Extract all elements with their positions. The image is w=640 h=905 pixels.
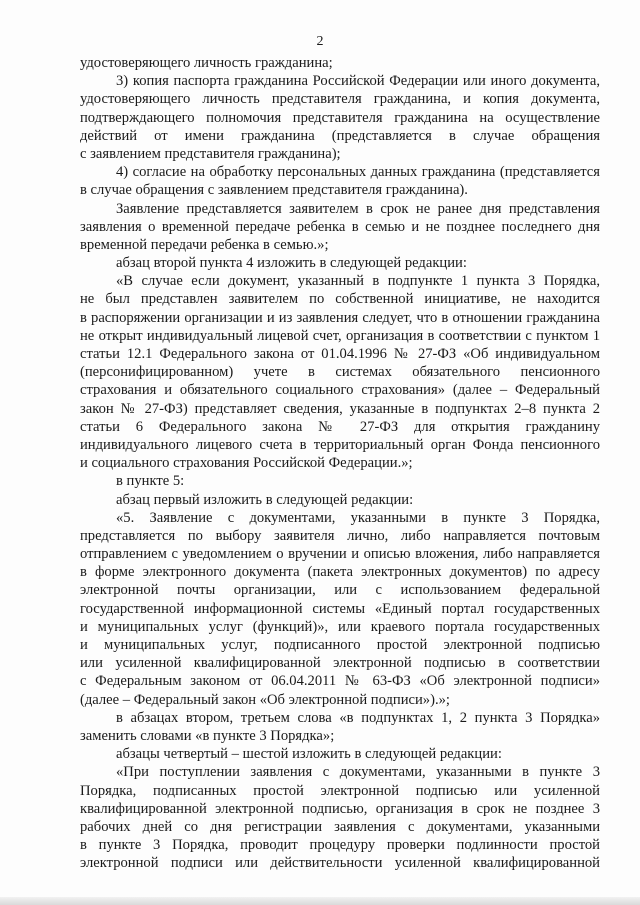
text-line: подтверждающего полномочия представителя гражданина на осуществление bbox=[80, 109, 600, 126]
text-line: с заявлением представителя гражданина); bbox=[80, 145, 341, 162]
text-line: в распоряжении организации и из заявления следует, что в отношении гражданина bbox=[80, 309, 600, 326]
text-line: действий от имени гражданина (представляется в случае обращения bbox=[80, 127, 600, 144]
text-line: государственной информационной системы «Единый портал государственных bbox=[80, 600, 600, 617]
text-line: Заявление представляется заявителем в срок не ранее дня представления bbox=[116, 200, 600, 217]
text-line: абзац первый изложить в следующей редакции: bbox=[116, 491, 414, 508]
text-line: и муниципальных услуг (функций)», или краевого портала государственных bbox=[80, 618, 600, 635]
text-line: в форме электронного документа (пакета электронных документов) по адресу bbox=[80, 564, 600, 581]
text-line: Порядка, подписанных простой электронной подписью или усиленной bbox=[80, 782, 600, 799]
scan-bottom-edge bbox=[0, 897, 640, 905]
text-line: и муниципальных услуг, подписанного простой электронной подписью bbox=[80, 637, 600, 653]
text-line: электронной подписи или действительности усиленной квалифицированной bbox=[80, 855, 600, 872]
document-body bbox=[80, 54, 600, 872]
text-line: временной передачи ребенка в семью.»; bbox=[80, 236, 329, 253]
text-line: представляется по выбору заявителя лично, либо направляется почтовым bbox=[80, 527, 600, 544]
text-line: и социального страхования Российской Федерации.»; bbox=[80, 455, 413, 472]
text-line: (далее – Федеральный закон «Об электронной подписи»).»; bbox=[80, 691, 450, 708]
text-line: удостоверяющего личность гражданина; bbox=[80, 55, 333, 71]
text-line: абзац второй пункта 4 изложить в следующей редакции: bbox=[116, 255, 467, 272]
text-line: с Федеральным законом от 06.04.2011 № 63-ФЗ «Об электронной подписи» bbox=[80, 673, 600, 690]
text-line: статьи 12.1 Федерального закона от 01.04.1996 № 27-ФЗ «Об индивидуальном bbox=[80, 346, 600, 362]
text-line: страхования и обязательного социального страхования» (далее – Федеральный bbox=[80, 382, 600, 399]
text-line: в пункте 5: bbox=[116, 473, 185, 490]
text-line: в случае обращения с заявлением представителя гражданина). bbox=[80, 182, 468, 199]
text-line: электронной почты организации, или с использованием федеральной bbox=[80, 582, 600, 599]
text-line: 3) копия паспорта гражданина Российской Федерации или иного документа, bbox=[116, 73, 600, 90]
text-line: абзацы четвертый – шестой изложить в следующей редакции: bbox=[116, 746, 502, 763]
text-line: квалифицированной электронной подписью, организация в срок не позднее 3 bbox=[80, 800, 600, 817]
text-line: «5. Заявление с документами, указанными в пункте 3 Порядка, bbox=[116, 509, 600, 526]
text-line: закон № 27-ФЗ) представляет сведения, указанные в подпунктах 2–8 пункта 2 bbox=[80, 400, 600, 417]
text-line: заменить словами «в пункте 3 Порядка»; bbox=[80, 727, 335, 744]
text-line: в абзацах втором, третьем слова «в подпунктах 1, 2 пункта 3 Порядка» bbox=[116, 709, 600, 726]
text-line: отправлением с уведомлением о вручении и описью вложения, либо направляется bbox=[80, 546, 600, 563]
text-line: 4) согласие на обработку персональных данных гражданина (представляется bbox=[116, 164, 600, 181]
text-line: «При поступлении заявления с документами, указанными в пункте 3 bbox=[116, 764, 600, 781]
text-line: «В случае если документ, указанный в подпункте 1 пункта 3 Порядка, bbox=[116, 273, 600, 290]
text-line: не был представлен заявителем по собственной инициативе, не находится bbox=[80, 291, 600, 308]
text-line: (персонифицированном) учете в системах обязательного пенсионного bbox=[80, 364, 600, 381]
text-line: индивидуального лицевого счета в территориальный орган Фонда пенсионного bbox=[80, 436, 600, 453]
text-line: удостоверяющего личность представителя гражданина, и копия документа, bbox=[80, 91, 600, 108]
page-number: 2 bbox=[316, 34, 324, 49]
text-line: заявления о временной передаче ребенка в семью и не позднее последнего дня bbox=[80, 218, 600, 235]
text-line: статьи 6 Федерального закона № 27-ФЗ для открытия гражданину bbox=[80, 418, 600, 435]
text-line: не открыт индивидуальный лицевой счет, организация в соответствии с пунктом 1 bbox=[80, 327, 600, 344]
text-line: или усиленной квалифицированной электронной подписью в соответствии bbox=[80, 655, 600, 672]
text-line: рабочих дней со дня регистрации заявления с документами, указанными bbox=[80, 818, 600, 835]
text-line: в пункте 3 Порядка, проводит процедуру проверки подлинности простой bbox=[80, 837, 600, 854]
